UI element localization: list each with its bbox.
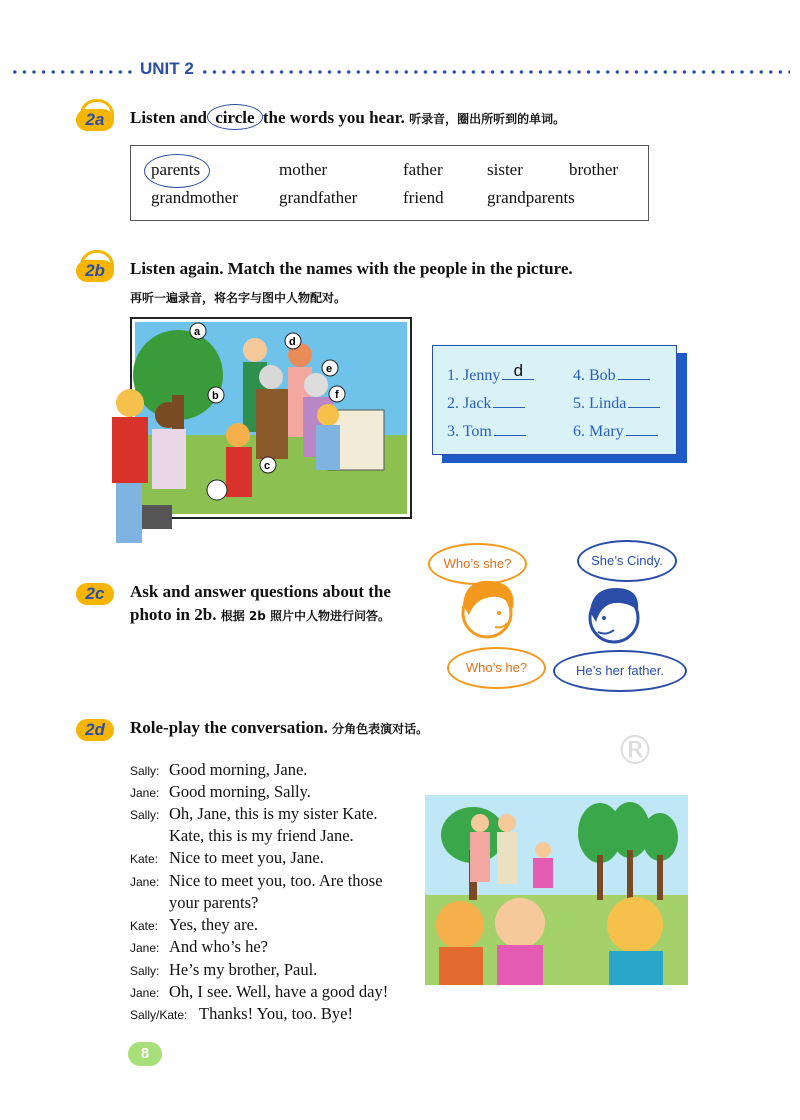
dialogue-line: Nice to meet you, too. Are those bbox=[169, 871, 383, 890]
speech-bubble-q2: Who’s he? bbox=[447, 647, 546, 689]
word-item: mother bbox=[279, 160, 328, 179]
speaker-label: Jane: bbox=[130, 786, 160, 800]
section-2d-heading: Role-play the conversation. 分角色表演对话。 bbox=[130, 718, 429, 737]
page-number: 8 bbox=[128, 1042, 162, 1066]
word-item: sister bbox=[487, 160, 523, 179]
speaker-label: Jane: bbox=[130, 986, 160, 1000]
match-item: 3. Tom bbox=[447, 421, 526, 441]
dialogue-line: Good morning, Sally. bbox=[169, 782, 311, 801]
dialogue-line: Yes, they are. bbox=[169, 915, 259, 934]
word-item: father bbox=[403, 160, 443, 179]
match-item: 2. Jack bbox=[447, 393, 525, 413]
match-item: 6. Mary bbox=[573, 421, 658, 441]
word-item: grandparents bbox=[487, 188, 575, 207]
watermark-mark: ® bbox=[615, 728, 655, 774]
speaker-label: Sally/Kate: bbox=[130, 1008, 188, 1022]
svg-text:a: a bbox=[194, 326, 201, 338]
match-item: 4. Bob bbox=[573, 365, 650, 385]
match-answer-box bbox=[432, 345, 677, 455]
svg-text:d: d bbox=[289, 336, 296, 348]
dialogue-line: Thanks! You, too. Bye! bbox=[199, 1004, 354, 1023]
badge-2b: 2b bbox=[76, 260, 114, 282]
match-item: 5. Linda bbox=[573, 393, 660, 413]
dialogue-line: Nice to meet you, Jane. bbox=[169, 848, 324, 867]
dialogue-line: And who’s he? bbox=[169, 937, 268, 956]
speaker-label: Sally: bbox=[130, 764, 160, 778]
badge-2a: 2a bbox=[76, 109, 114, 131]
svg-text:b: b bbox=[212, 390, 219, 402]
dialogue-line: Oh, Jane, this is my sister Kate. bbox=[169, 804, 378, 823]
man-head-illustration bbox=[580, 578, 650, 653]
header-dots-right bbox=[200, 70, 790, 74]
badge-2d: 2d bbox=[76, 719, 114, 741]
speaker-label: Kate: bbox=[130, 852, 159, 866]
header-dots-left bbox=[10, 70, 132, 74]
park-picture bbox=[425, 795, 688, 985]
badge-2c: 2c bbox=[76, 583, 114, 605]
dialogue-line: Good morning, Jane. bbox=[169, 760, 308, 779]
section-2b-heading: Listen again. Match the names with the people in the picture. bbox=[130, 259, 573, 278]
headphones-icon bbox=[80, 250, 114, 271]
word-item: friend bbox=[403, 188, 444, 207]
word-box bbox=[130, 145, 649, 221]
dialogue-line: He’s my brother, Paul. bbox=[169, 960, 318, 979]
family-picture bbox=[108, 315, 418, 547]
word-item: grandfather bbox=[279, 188, 358, 207]
word-item: brother bbox=[569, 160, 619, 179]
dialogue-line: Kate, this is my friend Jane. bbox=[169, 826, 354, 845]
girl-head-illustration bbox=[455, 575, 525, 650]
section-2b-heading-cn: 再听一遍录音，将名字与图中人物配对。 bbox=[130, 291, 347, 305]
word-item: grandmother bbox=[151, 188, 238, 207]
speaker-label: Kate: bbox=[130, 919, 159, 933]
speech-bubble-a2: He’s her father. bbox=[553, 650, 687, 692]
svg-text:e: e bbox=[326, 363, 333, 375]
speaker-label: Sally: bbox=[130, 964, 160, 978]
match-item: 1. Jenny d bbox=[447, 365, 534, 385]
dialogue-line: Oh, I see. Well, have a good day! bbox=[169, 982, 389, 1001]
speech-bubble-q1: Who’s she? bbox=[428, 543, 527, 585]
section-2c-heading-line1: Ask and answer questions about the bbox=[130, 582, 391, 601]
word-item: parents bbox=[151, 160, 201, 179]
svg-text:f: f bbox=[335, 389, 339, 401]
dialogue-line: your parents? bbox=[169, 893, 259, 912]
headphones-icon bbox=[80, 99, 114, 120]
speaker-label: Sally: bbox=[130, 808, 160, 822]
svg-text:c: c bbox=[264, 460, 271, 472]
speech-bubble-a1: She’s Cindy. bbox=[577, 540, 677, 582]
unit-title: UNIT 2 bbox=[140, 59, 194, 78]
circle-mark bbox=[207, 104, 263, 130]
speaker-label: Jane: bbox=[130, 941, 160, 955]
speaker-label: Jane: bbox=[130, 875, 160, 889]
section-2a-heading: Listen and circle the words you hear. 听录音，圈出所听到的单词。 bbox=[130, 108, 565, 128]
section-2c-heading-line2: photo in 2b. 根据 2b 照片中人物进行问答。 bbox=[130, 605, 390, 624]
